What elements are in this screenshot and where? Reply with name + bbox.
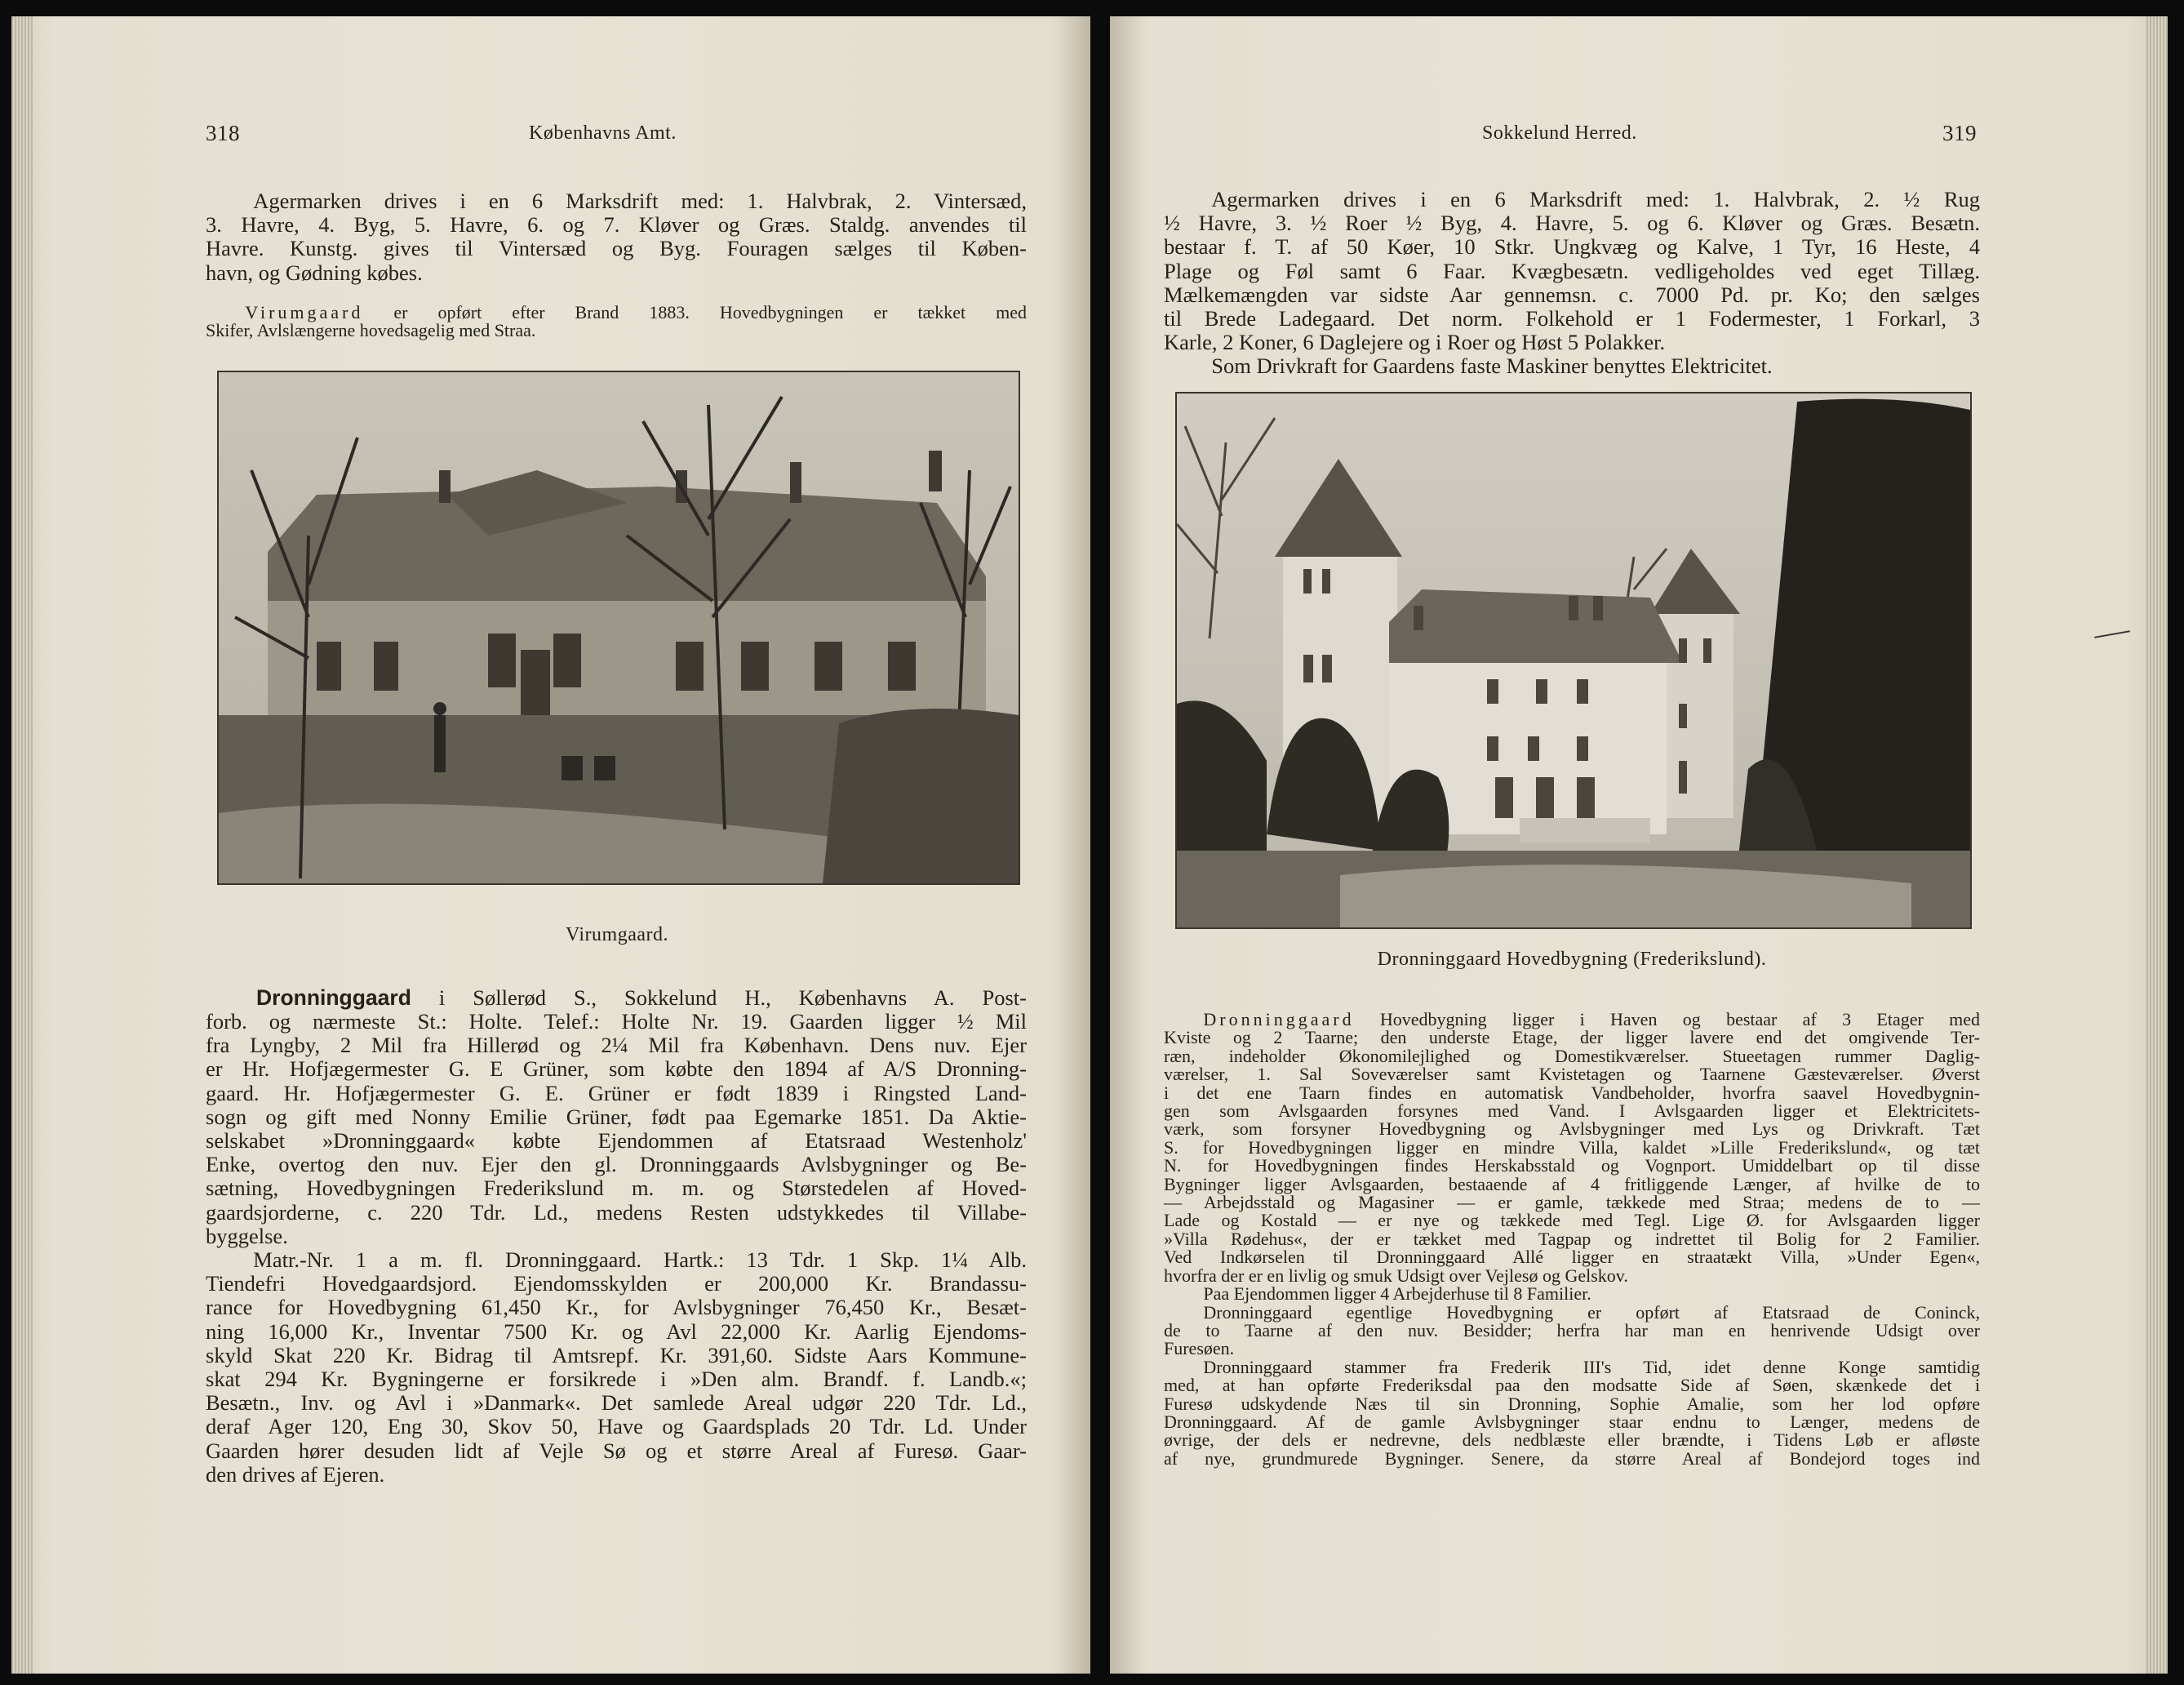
intro-paragraph-right	[1164, 188, 1980, 379]
text-line: Agermarken drives i en 6 Marksdrift med: 1. Halvbrak, 2. ½ Rug	[1211, 187, 1980, 211]
description-small-text	[1164, 1011, 1980, 1468]
text-line: »Villa Rødehus«, der er tækket med Tagpap og indrettet til Bolig for 2 Familier.	[1164, 1228, 1980, 1249]
note-text: er opført efter Brand 1883. Hovedbygningen er tækket med	[363, 302, 1027, 322]
text-line: gaard. Hr. Hofjægermester G. E. Grüner er født 1839 i Ringsted Land-	[206, 1080, 1027, 1105]
text-line: Gaarden hører desuden lidt af Vejle Sø og et større Areal af Furesø. Gaar-	[206, 1438, 1027, 1463]
text-line: den drives af Ejeren.	[206, 1461, 385, 1487]
page-number-left: 318	[206, 121, 240, 145]
text-line: Besætn., Inv. og Avl i »Danmark«. Det samlede Areal udgør 220 Tdr. Ld.,	[206, 1390, 1027, 1416]
text-line: Plage og Føl samt 6 Faar. Kvægbesætn. vedligeholdes ved eget Tillæg.	[1164, 258, 1980, 283]
text-line: rance for Hovedbygning 61,450 Kr., for Avlsbygninger 76,450 Kr., Besæt-	[206, 1295, 1027, 1320]
text-line: Agermarken drives i en 6 Marksdrift med: 1. Halvbrak, 2. Vintersæd,	[253, 189, 1027, 213]
page-edge	[2146, 16, 2168, 1674]
frederikslund-photo	[1175, 392, 1972, 929]
text-line: skyld Skat 220 Kr. Bidrag til Amtsrepf. Kr. 391,60. Sidste Aars Kommune-	[206, 1342, 1027, 1367]
text-line: af nye, grundmurede Bygninger. Senere, da større Areal af Bondejord toges ind	[1164, 1447, 1980, 1469]
entry-paragraph-1-body	[206, 1010, 1027, 1487]
right-page	[1110, 16, 2168, 1674]
text-line: Ved Indkørselen til Dronninggaard Allé ligger en straatækt Villa, »Under Egen«,	[1164, 1247, 1980, 1268]
text-line: deraf Ager 120, Eng 30, Skov 50, Have og Gaardsplads 20 Tdr. Ld. Under	[206, 1414, 1027, 1439]
text-line: Lade og Kostald — er nye og tækkede med Tegl. Lige Ø. for Avlsgaarden ligger	[1164, 1210, 1980, 1231]
text-line: havn, og Gødning købes.	[206, 260, 423, 285]
text-line: til Brede Ladegaard. Det norm. Folkehold er 1 Fodermester, 1 Forkarl, 3	[1164, 306, 1980, 331]
text-line: ning 16,000 Kr., Inventar 7500 Kr. og Avl 22,000 Kr. Aarlig Ejendoms-	[206, 1318, 1027, 1344]
text-line	[206, 304, 1027, 322]
text-line: forb. og nærmeste St.: Holte. Telef.: Holte Nr. 19. Gaarden ligger ½ Mil	[206, 1009, 1027, 1034]
text-line	[256, 986, 1027, 1010]
virumgaard-photo	[217, 371, 1020, 885]
gutter-shadow	[1058, 16, 1090, 1674]
text-line: 3. Havre, 4. Byg, 5. Havre, 6. og 7. Kløver og Græs. Staldg. anvendes til	[206, 212, 1027, 238]
page-number-right: 319	[1942, 121, 1977, 145]
photo-caption-right: Dronninggaard Hovedbygning (Frederikslund).	[1377, 949, 1767, 970]
text-line: skat 294 Kr. Bygningerne er forsikrede i »Den alm. Brandf. f. Landb.«;	[206, 1367, 1027, 1392]
text-line: i det ene Taarn findes en automatisk Vandbeholder, hvorfra saavel Hovedbygnin-	[1164, 1082, 1980, 1103]
text-line: Mælkemængden var sidste Aar gennemsn. c. 7000 Pd. pr. Ko; den sælges	[1164, 282, 1980, 307]
text-line: S. for Hovedbygningen ligger en mindre Villa, kaldet »Lille Frederikslund«, og tæt	[1164, 1136, 1980, 1158]
entry-paragraph-1	[256, 986, 1027, 1010]
text-line	[1164, 1011, 1980, 1029]
text-line: de to Taarne af den nuv. Besidder; herfra har man en henrivende Udsigt over	[1164, 1319, 1980, 1340]
text-line: Paa Ejendommen ligger 4 Arbejderhuse til 8 Familier.	[1203, 1283, 1591, 1305]
text-line: Som Drivkraft for Gaardens faste Maskiner benyttes Elektricitet.	[1211, 353, 1773, 379]
text-line: Havre. Kunstg. gives til Vintersæd og Byg. Fouragen sælges til Køben-	[206, 236, 1027, 261]
photo-caption-left: Virumgaard.	[565, 924, 668, 945]
text-line: øvrige, der dels er nedrevne, dels nedblæste eller brændte, i Tidens Løb er afløste	[1164, 1429, 1980, 1451]
text-line: N. for Hovedbygningen findes Herskabsstald og Vognport. Umiddelbart op til disse	[1164, 1155, 1980, 1176]
text-line: Skifer, Avlslængerne hovedsagelig med Straa.	[206, 320, 536, 341]
gutter-shadow	[1110, 16, 1143, 1674]
text-line: Furesøen.	[1164, 1338, 1235, 1359]
text-line: bestaar f. T. af 50 Køer, 10 Stkr. Ungkvæg og Kalve, 1 Tyr, 16 Heste, 4	[1164, 234, 1980, 260]
text-line: hvorfra der er en livlig og smuk Udsigt over Vejlesø og Gelskov.	[1164, 1265, 1628, 1286]
text-line: Kviste og 2 Taarne; den underste Etage, der ligger lavere end det omgivende Ter-	[1164, 1027, 1980, 1048]
text-line: Bygninger ligger Avlsgaarden, bestaaende af 4 fritliggende Længer, af hvilke de to	[1164, 1173, 1980, 1194]
left-page	[11, 16, 1090, 1674]
text-line: Karle, 2 Koner, 6 Daglejere og i Roer og Høst 5 Polakker.	[1164, 330, 1666, 355]
entry-title: Dronninggaard	[256, 985, 411, 1010]
text-line: ½ Havre, 3. ½ Roer ½ Byg, 4. Havre, 5. og 6. Kløver og Græs. Besætn.	[1164, 211, 1980, 236]
text-line: Dronninggaard. Af de gamle Avlsbygninger staar endnu to Længer, medens de	[1164, 1411, 1980, 1432]
running-head-right: Sokkelund Herred.	[1482, 122, 1637, 144]
text-line: fra Lyngby, 2 Mil fra Hillerød og 2¼ Mil fra København. Dens nuv. Ejer	[206, 1033, 1027, 1058]
text-line: sætning, Hovedbygningen Frederikslund m. m. og Størstedelen af Hoved-	[206, 1176, 1027, 1201]
text-line: gen som Avlsgaarden forsynes med Vand. I Avlsgaarden ligger et Elektricitets-	[1164, 1100, 1980, 1122]
text-line: Furesø udskydende Næs til sin Dronning, Sophie Amalie, som her lod opføre	[1164, 1393, 1980, 1414]
running-head-left: Københavns Amt.	[529, 122, 677, 144]
text-line: er Hr. Hofjægermester G. E Grüner, som købte den 1894 af A/S Dronning-	[206, 1056, 1027, 1082]
text-line: — Arbejdsstald og Magasiner — er gamle, tækkede med Straa; medens de to —	[1164, 1192, 1980, 1213]
text-line: Dronninggaard egentlige Hovedbygning er opført af Etatsraad de Coninck,	[1203, 1301, 1980, 1323]
text-line: med, at han opførte Frederiksdal paa den modsatte Side af Søen, skænkede det i	[1164, 1375, 1980, 1396]
text-line: Matr.-Nr. 1 a m. fl. Dronninggaard. Hartk.: 13 Tdr. 1 Skp. 1¼ Alb.	[253, 1247, 1027, 1273]
text-line: selskabet »Dronninggaard« købte Ejendommen af Etatsraad Westenholz'	[206, 1128, 1027, 1154]
text-line: Dronninggaard stammer fra Frederik III's Tid, idet denne Konge samtidig	[1203, 1356, 1980, 1377]
text-line: værk, som forsyner Hovedbygning og Avlsbygninger med Lys og Drivkraft. Tæt	[1164, 1118, 1980, 1140]
text-line: sogn og gift med Nonny Emilie Grüner, født paa Egemarke 1851. Da Aktie-	[206, 1104, 1027, 1129]
small-text: Hovedbygning ligger i Haven og bestaar af 3 Etager med	[1354, 1009, 1980, 1029]
page-edge	[11, 16, 33, 1674]
note-name: Virumgaard	[245, 302, 364, 322]
text-line: gaardsjorderne, c. 220 Tdr. Ld., medens Resten udstykkedes til Villabe-	[206, 1199, 1027, 1225]
text-line: byggelse.	[206, 1223, 288, 1248]
text-line: værelser, 1. Sal Soveværelser samt Kvistetagen og Taarnene Gæsteværelser. Øverst	[1164, 1064, 1980, 1085]
entry-title-rest: i Søllerød S., Sokkelund H., Københavns A. Post-	[411, 985, 1027, 1010]
text-line: ræn, indeholder Økonomilejlighed og Domestikværelser. Stueetagen rummer Daglig-	[1164, 1045, 1980, 1066]
small-name: Dronninggaard	[1203, 1009, 1355, 1029]
text-line: Tiendefri Hovedgaardsjord. Ejendomsskylden er 200,000 Kr. Brandassu-	[206, 1271, 1027, 1296]
intro-paragraph-left	[206, 189, 1027, 285]
text-line: Enke, overtog den nuv. Ejer den gl. Dronninggaards Avlsbygninger og Be-	[206, 1152, 1027, 1177]
building-note-left	[206, 304, 1027, 340]
